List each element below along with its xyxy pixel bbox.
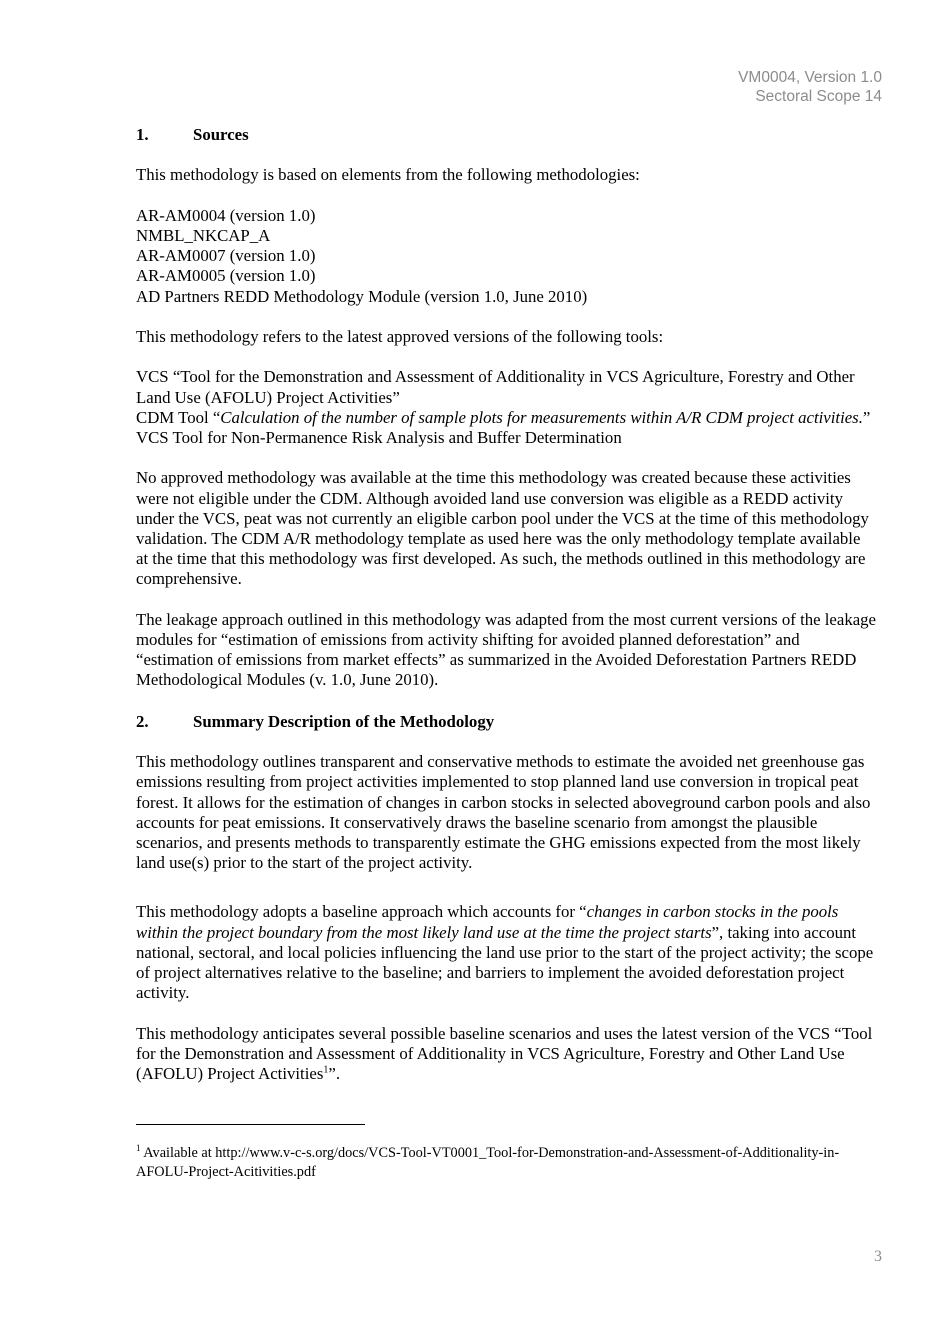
section-title: Summary Description of the Methodology: [193, 711, 495, 731]
footnote: [136, 1144, 876, 1182]
paragraph: This methodology adopts a baseline approach which accounts for “changes in carbon stocks in the pools within the project boundary from the most likely land use at the time the project starts”, taking into account national, sectoral, and local policies influencing the land use prior to the start of the project activity; the scope of project alternatives relative to the baseline; and barriers to implement the avoided deforestation project activity.: [136, 902, 874, 1003]
paragraph: This methodology is based on elements from the following methodologies:: [136, 165, 640, 185]
page-header: [738, 68, 882, 106]
paragraph: This methodology outlines transparent and conservative methods to estimate the avoided net greenhouse gas emissions resulting from project activities implemented to stop planned land use conversion in tropical peat forest. It allows for the estimation of changes in carbon stocks in selected aboveground carbon pools and also accounts for peat emissions. It conservatively draws the baseline scenario from amongst the plausible scenarios, and presents methods to transparently estimate the GHG emissions expected from the most likely land use(s) prior to the start of the project activity.: [136, 752, 871, 873]
footnote-reference: 1: [323, 1064, 329, 1076]
list-item: AR-AM0005 (version 1.0): [136, 266, 316, 286]
header-methodology-version: VM0004, Version 1.0: [738, 69, 882, 86]
section-title: Sources: [193, 125, 249, 144]
list-item: AD Partners REDD Methodology Module (version 1.0, June 2010): [136, 286, 588, 306]
footnote-text: Available at http://www.v-c-s.org/docs/VCS-Tool-VT0001_Tool-for-Demonstration-and-Assessment-of-Additionality-in-AFOLU-Project-Acitivities.pdf: [136, 1145, 840, 1180]
document-body: [136, 124, 876, 1084]
tool-list: [136, 367, 876, 448]
section-1-heading: [136, 125, 876, 145]
header-sectoral-scope: Sectoral Scope 14: [755, 88, 882, 105]
list-item: AR-AM0007 (version 1.0): [136, 246, 316, 266]
paragraph: This methodology anticipates several possible baseline scenarios and uses the latest version of the VCS “Tool for the Demonstration and Assessment of Additionality in VCS Agriculture, Forestry and Other Land Use (AFOLU) Project Activities$^1$”.: [136, 1023, 873, 1083]
footnote-divider: [136, 1124, 365, 1125]
list-item: AR-AM0004 (version 1.0): [136, 205, 316, 225]
paragraph: This methodology refers to the latest approved versions of the following tools:: [136, 326, 664, 346]
section-number: 1.: [136, 125, 149, 144]
methodology-list: [136, 206, 876, 307]
section-number: 2.: [136, 711, 149, 731]
page-number: 3: [874, 1248, 882, 1265]
list-item: NMBL_NKCAP_A: [136, 225, 271, 245]
paragraph: No approved methodology was available at the time this methodology was created because these activities were not eligible under the CDM. Although avoided land use conversion was eligible as a REDD activity under the VCS, peat was not currently an eligible carbon pool under the VCS at the time of this methodology validation. The CDM A/R methodology template as used here was the only methodology template available at the time that this methodology was first developed. As such, the methods outlined in this methodology are comprehensive.: [136, 468, 869, 589]
list-item: VCS Tool for Non-Permanence Risk Analysis and Buffer Determination: [136, 427, 622, 447]
paragraph: The leakage approach outlined in this methodology was adapted from the most current versions of the leakage modules for “estimation of emissions from activity shifting for avoided planned deforestation” and “estimation of emissions from market effects” as summarized in the Avoided Deforestation Partners REDD Methodological Modules (v. 1.0, June 2010).: [136, 609, 877, 690]
footnote-marker: 1: [136, 1143, 141, 1154]
list-item: CDM Tool “Calculation of the number of sample plots for measurements within A/R CDM project activities.”: [136, 407, 871, 427]
list-item: VCS “Tool for the Demonstration and Assessment of Additionality in VCS Agriculture, Forestry and Other Land Use (AFOLU) Project Activities”: [136, 367, 855, 407]
section-2-heading: [136, 712, 876, 732]
